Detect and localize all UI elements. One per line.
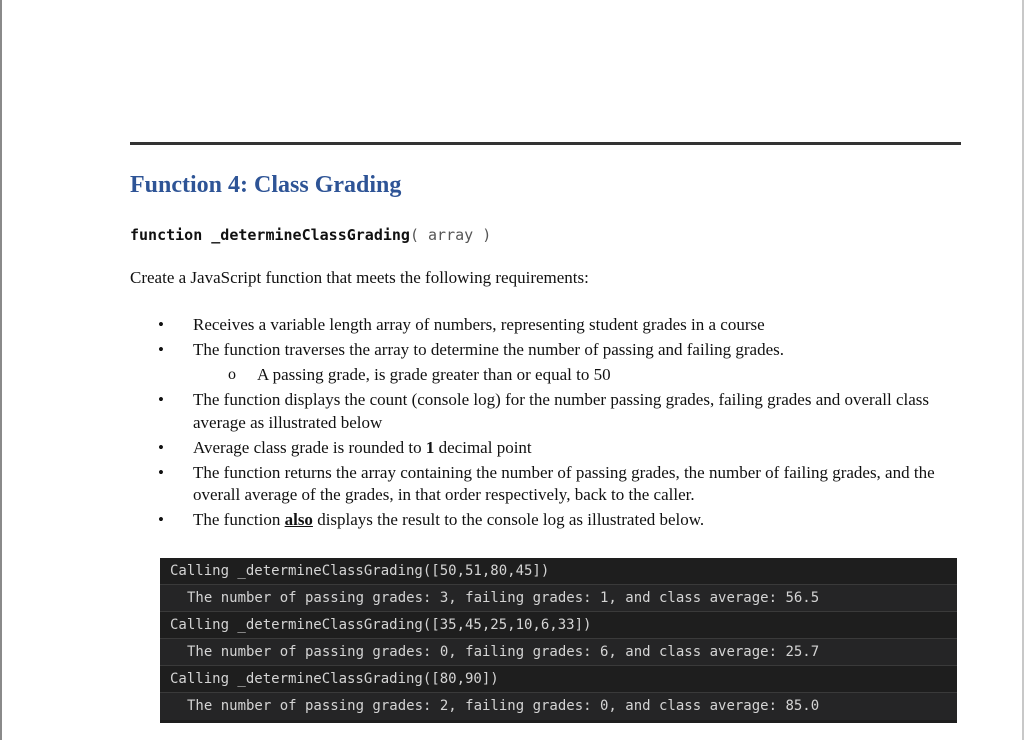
requirement-text: The function displays the count (console log) for the number passing grades, failing grades and overall class average as illustrated below xyxy=(193,390,929,432)
list-item xyxy=(130,314,960,337)
list-item xyxy=(130,339,960,362)
console-output-line: The number of passing grades: 0, failing grades: 6, and class average: 25.7 xyxy=(160,639,957,666)
requirement-text: Receives a variable length array of numbers, representing student grades in a course xyxy=(193,315,765,334)
sub-list-item xyxy=(130,364,960,387)
also-rest-text: displays the result to the console log as illustrated below. xyxy=(317,510,705,529)
console-output xyxy=(160,558,957,723)
console-output-line: The number of passing grades: 3, failing grades: 1, and class average: 56.5 xyxy=(160,585,957,612)
console-call-line: Calling _determineClassGrading([50,51,80,45]) xyxy=(160,558,957,585)
requirements-list xyxy=(130,314,960,534)
requirement-text: The function xyxy=(193,510,281,529)
bullet-icon: • xyxy=(158,462,164,482)
bullet-icon: • xyxy=(158,437,164,457)
function-signature xyxy=(130,226,491,244)
requirement-text: The function traverses the array to determine the number of passing and failing grades. xyxy=(193,340,785,359)
bullet-icon: • xyxy=(158,315,164,334)
decimal-count: 1 xyxy=(425,437,435,457)
signature-args: ( array ) xyxy=(409,226,492,244)
decimal-rest-text: decimal point xyxy=(438,437,532,457)
console-call-line: Calling _determineClassGrading([35,45,25,10,6,33]) xyxy=(160,612,957,639)
sub-bullet-icon: o xyxy=(228,366,236,383)
signature-keyword: function xyxy=(130,226,203,244)
list-item xyxy=(130,389,960,434)
bullet-icon: • xyxy=(158,340,164,359)
bullet-icon: • xyxy=(158,510,164,529)
list-item xyxy=(130,462,960,507)
console-call-line: Calling _determineClassGrading([80,90]) xyxy=(160,666,957,693)
page-left-border xyxy=(0,0,2,740)
list-item xyxy=(130,437,960,460)
console-output-line: The number of passing grades: 2, failing grades: 0, and class average: 85.0 xyxy=(160,693,957,720)
list-item xyxy=(130,509,960,532)
also-emphasis: also xyxy=(284,510,313,529)
intro-paragraph: Create a JavaScript function that meets the following requirements: xyxy=(130,268,589,287)
bullet-icon: • xyxy=(158,390,164,409)
sub-requirement-text: A passing grade, is grade greater than or equal to 50 xyxy=(257,365,611,384)
requirement-text: Average class grade is rounded to xyxy=(193,437,422,457)
requirement-text: The function returns the array containing the number of passing grades, the number of failing grades, and the overall average of the grades, in that order respectively, back to the caller. xyxy=(193,462,935,504)
signature-function-name: _determineClassGrading xyxy=(211,226,410,244)
section-heading: Function 4: Class Grading xyxy=(130,172,402,198)
horizontal-rule xyxy=(130,142,961,145)
